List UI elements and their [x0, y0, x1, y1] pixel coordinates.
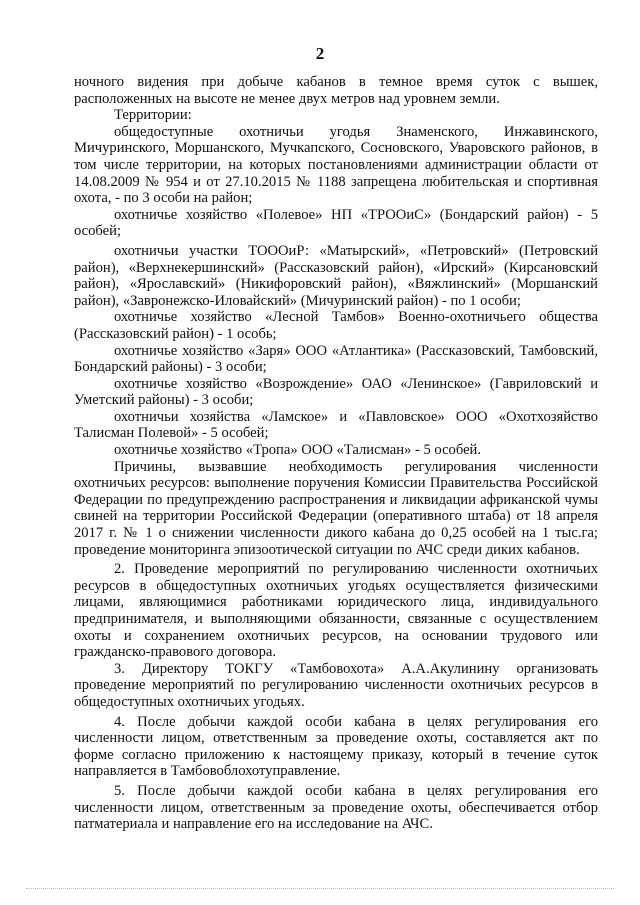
paragraph-item-2: 2. Проведение мероприятий по регулированию численности охотничьих ресурсов в общедоступных охотничьих угодьях осуществляется физическими лицами, являющимися работниками юридического лица, индивидуального предпринимателя, и выполняющими обязанности, связанные с осуществлением охоты и сохранением охотничьих ресурсов, на основании трудового или гражданско-правового договора.: [74, 561, 598, 661]
paragraph-item-4: 4. После добычи каждой особи кабана в целях регулирования его численности лицом, ответственным за проведение охоты, составляется акт по форме согласно приложению к настоящему приказу, который в течение суток направляется в Тамбовоблохотуправление.: [74, 713, 598, 780]
document-body: [74, 74, 598, 833]
paragraph-lesnoy-tambov: охотничье хозяйство «Лесной Тамбов» Военно-охотничьего общества (Рассказовский район) - 1 особь;: [74, 309, 598, 342]
paragraph-zarya: охотничье хозяйство «Заря» ООО «Атлантика» (Рассказовский, Тамбовский, Бондарский районы) - 3 особи;: [74, 342, 598, 376]
paragraph-polevoe: охотничье хозяйство «Полевое» НП «ТРООиС» (Бондарский район) - 5 особей;: [74, 206, 598, 240]
page-number: 2: [315, 44, 325, 63]
paragraph-tropa: охотничье хозяйство «Тропа» ООО «Талисман» - 5 особей.: [114, 442, 482, 459]
paragraph-public-grounds: общедоступные охотничьи угодья Знаменского, Инжавинского, Мичуринского, Моршанского, Мучкапского, Сосновского, Уваровского районов, в том числе территории, на которых постановлениями администрации области от 14.08.2009 № 954 и от 27.10.2015 № 1188 запрещена любительская и спортивная охота, - по 3 особи на район;: [74, 123, 598, 207]
paragraph-reasons: Причины, вызвавшие необходимость регулирования численности охотничьих ресурсов: выполнение поручения Комиссии Правительства Российской Федерации по предупреждению распространения и ликвидации африканской чумы свиней на территории Российской Федерации (оперативного штаба) от 18 апреля 2017 г. № 1 о снижении численности дикого кабана до 0,25 особей на 1 тыс.га; проведение мониторинга эпизоотической ситуации по АЧС среди диких кабанов.: [74, 458, 598, 558]
paragraph-vozrozhdenie: охотничье хозяйство «Возрождение» ОАО «Ленинское» (Гавриловский и Уметский районы) - 3 особи;: [74, 375, 598, 409]
paragraph-territories-heading: Территории:: [114, 107, 192, 124]
paragraph-lamskoe-pavlovskoe: охотничьи хозяйства «Ламское» и «Павловское» ООО «Охотхозяйство Талисман Полевой» - 5 особей;: [74, 408, 598, 442]
paragraph-item-5: 5. После добычи каждой особи кабана в целях регулирования его численности лицом, ответственным за проведение охоты, обеспечивается отбор патматериала и направление его на исследование на АЧС.: [74, 782, 598, 833]
paragraph-toooir-plots: охотничьи участки ТОООиР: «Матырский», «Петровский» (Петровский район), «Верхнекершинский» (Рассказовский район), «Ирский» (Кирсановский район), «Ярославский» (Никифоровский район), «Вяжлинский» (Моршанский район), «Завронежско-Иловайский» (Мичуринский район) - по 1 особи;: [74, 242, 598, 309]
paragraph-night-vision: ночного видения при добыче кабанов в темное время суток с вышек, расположенных на высоте не менее двух метров над уровнем земли.: [74, 74, 598, 107]
bottom-scan-edge: [26, 888, 614, 889]
paragraph-item-3: 3. Директору ТОКГУ «Тамбовохота» А.А.Акулинину организовать проведение мероприятий по регулированию численности охотничьих ресурсов в общедоступных охотничьих угодьях.: [74, 660, 598, 710]
